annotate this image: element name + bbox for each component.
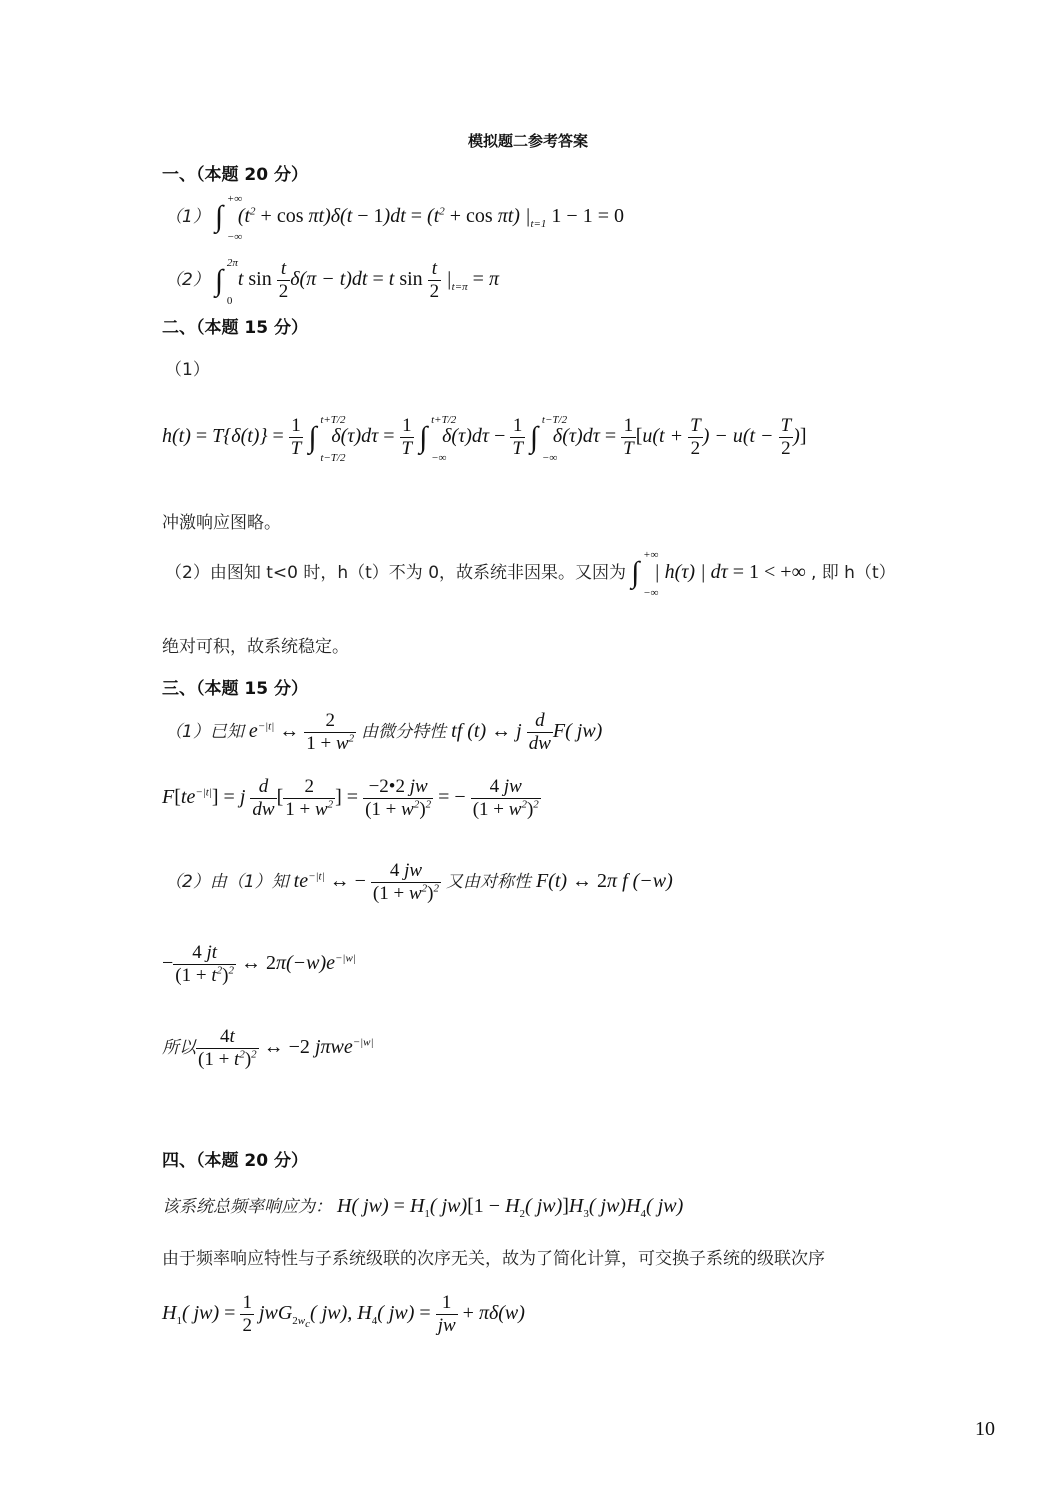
equation-3-2: $F[te^{-|t|}] = j$ $\frac{d}{dw}$ [ $\frac{2}{1 + w^2}$ ] = $\frac{-2•2 jw}{(1 + w^2)^2}$ = − $\frac{4 jw}{(1 + w^2)^2}$: [162, 776, 539, 820]
equation-1-1: （1） ∫ +∞ −∞ $(t^2 + \cos \pi t)\delta(t - 1)dt = (t^2 + \cos \pi t)$ $|_{t=1}$ 1 − 1 = 0: [165, 193, 624, 244]
equation-3-3: （2）由（1）知 $te^{-|t|}$ ↔ − $\frac{4 jw}{(1 + w^2)^2}$ 又由对称性 F(t) ↔ 2π f (−w): [165, 860, 673, 904]
section-heading-3: 三、（本题 15 分）: [162, 679, 308, 699]
cascade-note: 由于频率响应特性与子系统级联的次序无关，故为了简化计算，可交换子系统的级联次序: [162, 1249, 825, 1269]
equation-3-5: 所以 $\frac{4t}{(1 + t^2)^2}$ ↔ −2 jπwe$^{-|w|}$: [162, 1026, 374, 1070]
impulse-note: 冲激响应图略。: [162, 513, 281, 533]
equation-4-1: 该系统总频率响应为： H( $jw) = H_1$( $jw)[1 - H_2$( $jw)]H_3$( $jw)H_4$( jw): [162, 1195, 684, 1220]
equation-1-2: （2） ∫ 2π 0 t sin $\frac{t}{2}$ δ(π − t)dt = t sin $\frac{t}{2}$ $|_{t=\pi} = \pi$: [165, 256, 499, 307]
stability-conclusion: 绝对可积，故系统稳定。: [162, 637, 349, 657]
section-heading-2: 二、（本题 15 分）: [162, 318, 308, 338]
section-heading-1: 一、（本题 20 分）: [162, 165, 308, 185]
part-label: （1）: [165, 207, 210, 227]
stability-line: （2）由图知 t<0 时，h（t）不为 0，故系统非因果。又因为 ∫ +∞ −∞ | h(τ) | dτ = 1 < +∞ , 即 h（t）: [165, 549, 896, 600]
page-title: 模拟题二参考答案: [468, 132, 589, 150]
equation-2-1: h(t) = T{δ(t)} = $\frac{1}{T}$ ∫ t+T/2 t−T/2 δ(τ)dτ = $\frac{1}{T}$ ∫ t+T/2 −∞ δ(τ)dτ − $\frac{1}{T}$ ∫ t−T/2 −∞ δ(τ)dτ = $\frac{1}{T}$ [u(t + $\frac{T}{2}$ ) − u(t − $\frac{T}{2}$ )]: [162, 413, 807, 464]
page-number: 10: [975, 1418, 995, 1440]
section-heading-4: 四、（本题 20 分）: [162, 1151, 308, 1171]
part-label: （1）: [165, 360, 210, 380]
equation-4-2: $H_1$( jw) = $\frac{1}{2}$ jwG$_{2w_c}$( jw), $H_4$( jw) = $\frac{1}{jw}$ + πδ(w): [162, 1292, 525, 1336]
equation-3-1: （1）已知 $e^{-|t|}$ ↔ $\frac{2}{1 + w^2}$ 由微分特性 tf (t) ↔ j $\frac{d}{dw}$ F( jw): [165, 710, 603, 754]
part-label: （2）: [165, 270, 210, 291]
equation-3-4: − $\frac{4 jt}{(1 + t^2)^2}$ ↔ $2\pi(-w)e^{-|w|}$: [162, 942, 356, 986]
